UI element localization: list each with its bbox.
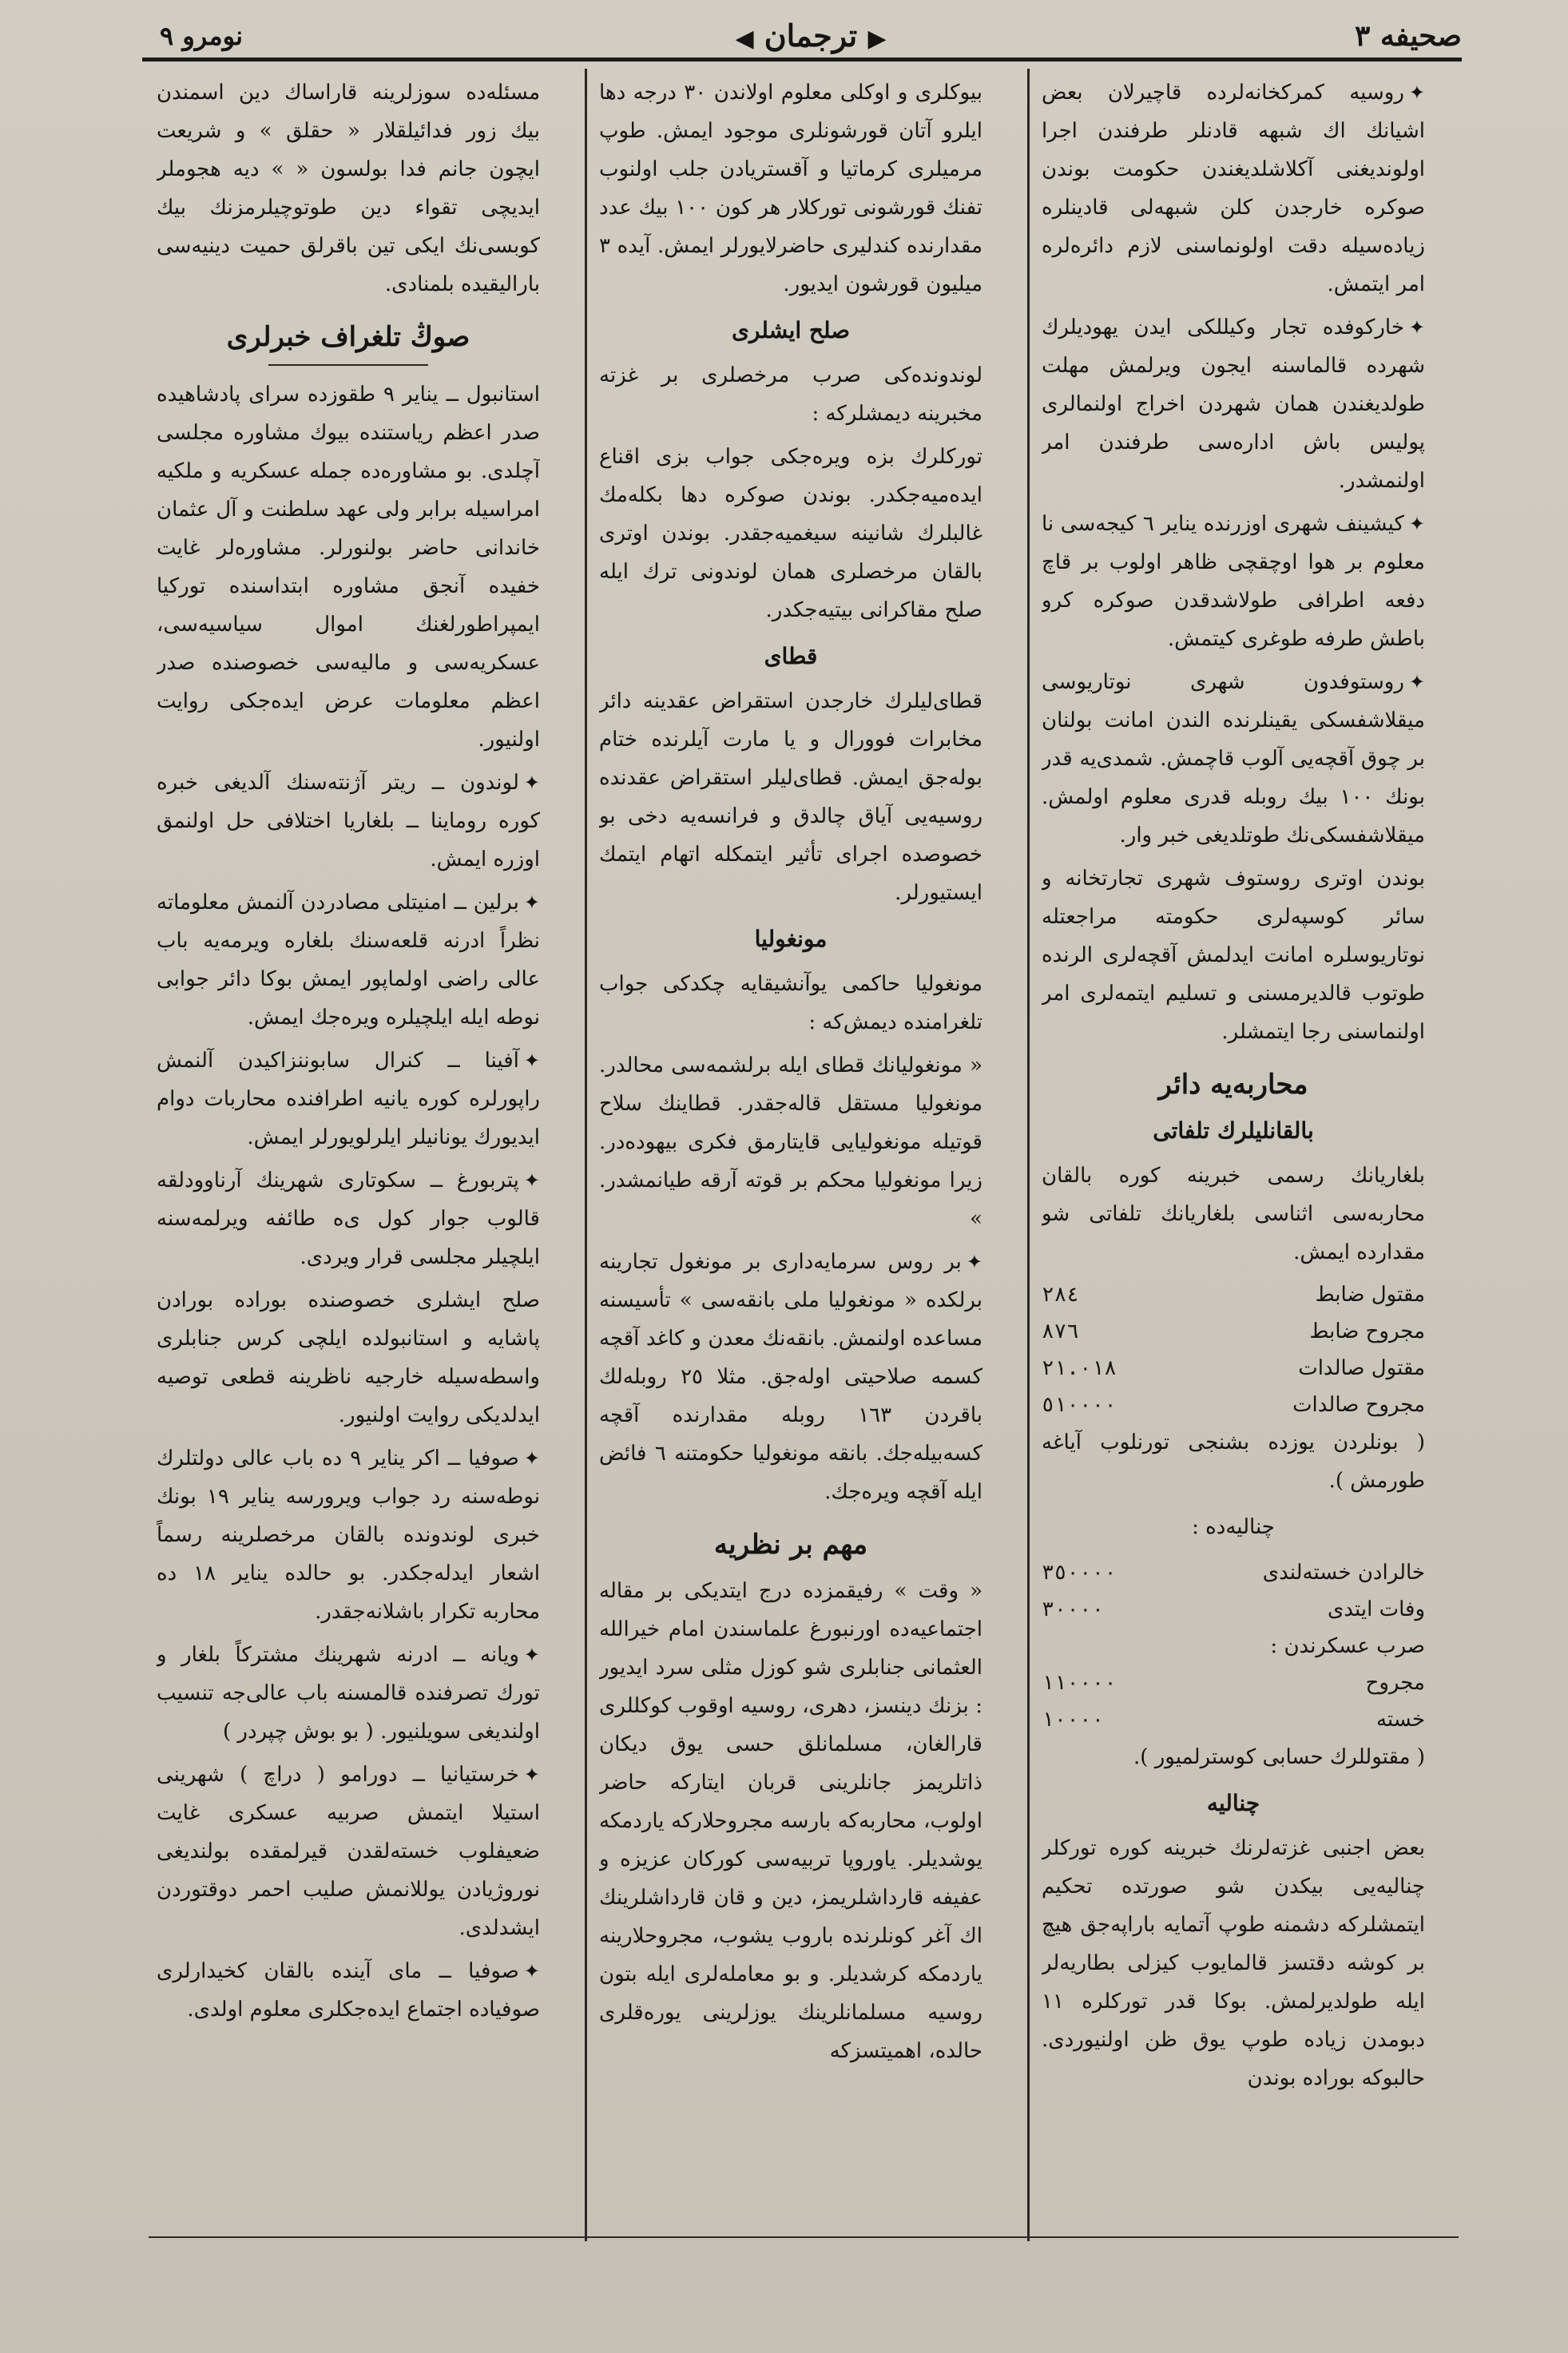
telegraph-item: ✦برلين ــ امنيتلى مصادردن آلنمش معلوماته نظراً ادرنه قلعه‌سنك بلغاره ويرمه‌يه باب عالى راضى اولماپور ايمش بوكا دائر جوابى نوطه ايله ايلچيلره ويره‌جك ايمش. <box>157 891 540 1030</box>
issue-number-label: نومرو ٩ <box>160 21 244 51</box>
telegraph-item: صلح ايشلرى خصوصنده بوراده بورادن پاشايه و استانبولده ايلچى كرس جنابلرى واسطه‌سيله خارجيه ناظرينه قطعى توصيه ايدلديكى روايت اولنيور. <box>157 1288 540 1427</box>
stats-note: ( بونلردن يوزده بشنجى تورنلوب آياغه طورمش ). <box>1042 1430 1425 1493</box>
subheading-balkan-losses: بالقانليلرك تلفاتى <box>1153 1117 1314 1144</box>
page-number-label: صحيفه ٣ <box>1354 19 1462 53</box>
stats-table-2 <box>1042 1554 1425 1738</box>
news-item: ✦كيشينف شهرى اوزرنده يناير ٦ كيجه‌سى نا معلوم بر هوا اوچقچى ظاهر اولوب بر قاچ دفعه اطرافى طولاشدقدن صوكره كرو باطش طرفه طوغرى كيتمش. <box>1042 512 1425 651</box>
star-bullet-icon: ✦ <box>523 1050 540 1072</box>
star-bullet-icon: ✦ <box>523 1764 540 1786</box>
stats-row: مقتول صالدات ٢١.٠١٨ <box>1042 1356 1425 1380</box>
section-heading-theory: مهم بر نظريه <box>713 1529 868 1561</box>
stats-row: صرب عسكرندن : <box>1270 1634 1425 1658</box>
news-item: ✦روستوفدون شهرى نوتاريوسى ميقلاشفسكى يقينلرنده الندن امانت بولنان بر چوق آقچه‌يى آلوب قاچمش. شمدى‌يه قدر بونك ١٠٠ بيك روبله قدرى معلوم اولمش. ميقلاشفسكى‌نك طوتلديغى خبر وار. <box>1042 670 1425 847</box>
stats-row: مجروح ١١٠٠٠٠ <box>1042 1671 1425 1695</box>
stats-row: وفات ايتدى ٣٠٠٠٠ <box>1042 1597 1425 1621</box>
news-item: « وقت » رفيقمزده درج ايتديكى بر مقاله اجتماعيه‌ده اورنبورغ علماسندن امام خيرالله العثمانى جنابلرى شو كوزل مثلى سرد ايديور : بزنك دينسز، دهرى، روسيه اوقوب كوكللرى قارالغان، مسلمانلق حسى يوق ديكان ذاتلريمز جانلرينى قربان ايتاركه حاضر اولوب، محاربه‌كه بارسه مجروحلاركه يارد‌مكه يوشديلر. ياوروپا تربيه‌سى كوركان عزيزه و عفيفه قارداشلريمز، دين و قان قارداشلرينك اك آغر كونلرنده باروب يشوب، مجروحلارينه ياردمكه كرشديلر. و بو معامله‌لرى ايله بتون روسيه مسلمانلرينك يوزلرينى يوره‌قلرى حالده، اهميتسزكه <box>599 1579 982 2063</box>
section-heading-war: محاربه‌يه دائر <box>1158 1069 1308 1101</box>
news-item: مسئله‌ده سوزلرينه قاراساك دين اسمندن بيك زور فدائيلقلار « حقلق » و شريعت ايچون جانم فدا بولسون « » ديه هجوملر ايديچى تقواء دين طوتوچيلرمزنك بيك كوبسى‌نك ايكى تين باقرلق حميت دينيه‌سى باراليقيده بلمنادى. <box>157 81 540 296</box>
telegraph-item: ✦لوندون ــ ريتر آژنته‌سنك آلديغى خبره كوره روماينا ــ بلغاريا اختلافى حل اولنمق اوزره ايمش. <box>157 771 540 871</box>
telegraph-item: استانبول ــ يناير ٩ طقوزده سراى پادشاهيده صدر اعظم رياستنده بيوك مشاوره مجلسى آچلدى. بو مشاوره‌ده جمله عسكريه و ملكيه امراسيله برابر ولى عهد سلطنت و آل عثمان خاندانى حاضر بولنورلر. مشاوره‌لر غايت خفيده آنجق مشاوره ابتداسنده توركيا ايمپراطورلغنك اموال سياسيه‌سى، عسكريه‌سى و ماليه‌سى خصوصنده صدر اعظم معلومات عرض ايده‌جكى روايت اولنيور. <box>157 383 540 752</box>
stats-row: خالرادن خسته‌لندى ٣٥٠٠٠٠ <box>1042 1561 1425 1585</box>
star-bullet-icon: ✦ <box>1408 513 1425 535</box>
war-intro: بلغاريانك رسمى خبرينه كوره بالقان محاربه‌سى اثناسى بلغاريانك تلفاتى شو مقدارده ايمش. <box>1042 1164 1425 1264</box>
star-bullet-icon: ✦ <box>523 1447 540 1470</box>
star-bullet-icon: ✦ <box>523 1960 540 1982</box>
news-item: « مونغوليانك قطاى ايله برلشمه‌سى محالدر. مونغوليا مستقل قاله‌جقدر. قطاينك سلاح قوتيله مونغوليايى قايتارمق فكرى بيهوده‌در. زيرا مونغوليا محكم بر قوته آرقه طيانمشدر. » <box>599 1053 982 1231</box>
star-bullet-icon: ✦ <box>523 891 540 914</box>
subheading-crete: قطاى <box>764 643 818 669</box>
bottom-rule <box>149 2236 1459 2238</box>
column-left <box>157 73 540 2294</box>
telegraph-item: ✦پتربورغ ــ سكوتارى شهرينك آرناوودلقه قالوب جوار كول ‌ى‌ه طائفه ويرلمه‌سنه ايلچيلر مجلسى قرار ويردى. <box>157 1169 540 1269</box>
ornament-left-icon: ◀ <box>735 25 754 53</box>
section-heading-telegraph: صوڭ تلغراف خبرلرى <box>226 321 470 353</box>
star-bullet-icon: ✦ <box>1408 671 1425 693</box>
stats-row: مجروح ضابط ٨٧٦ <box>1042 1319 1425 1343</box>
column-divider-right <box>1027 69 1030 2241</box>
star-bullet-icon: ✦ <box>523 1169 540 1192</box>
stats-row: مجروح صالدات ٥١٠٠٠٠ <box>1042 1393 1425 1417</box>
masthead <box>160 14 1462 64</box>
news-item: ✦خاركوفده تجار وكيللكى ايدن يهوديلرك شهرده قالماسنه ايجون ويرلمش مهلت طولديغندن همان شهردن اخراج اولنمالرى پوليس باش اداره‌سى طرفندن امر اولنمشدر. <box>1042 315 1425 493</box>
news-item: ✦بر روس سرمايه‌دارى بر مونغول تجارينه برلكده « مونغوليا ملى بانقه‌سى » تأسيسنه مساعده اولنمش. بانقه‌نك معدن و كاغد آقچه كسمه صلاحيتى اوله‌جق. مثلا ٢٥ روبله‌لك باقردن ١٦٣ روبله مقدارنده آقچه كسه‌بيله‌جك. بانقه مونغوليا حكومتنه ٦ فائض ايله آقچه ويره‌جك. <box>599 1250 982 1504</box>
telegraph-item: ✦صوفيا ــ اكر يناير ٩ ده باب عالى دولتلرك نوطه‌سنه رد جواب ويرورسه يناير ١٩ بونك خبرى لوندونده بالقان مرخصلرينه رسماً اشعار ايدله‌جكدر. بو حالده يناير ١٨ ده محاربه تكرار باشلانه‌جقدر. <box>157 1446 540 1624</box>
telegraph-item: ✦صوفيا ــ ماى آينده بالقان كخيدارلرى صوفياده اجتماع ايده‌جكلرى معلوم اولدى. <box>157 1959 540 2022</box>
news-item: بيوكلرى و اوكلى معلوم اولاندن ٣٠ درجه دها ايلرو آتان قورشونلرى موجود ايمش. طوپ مرميلرى كرماتيا و آقستريادن جلب اولنوب تفنك قورشونى توركلار هر كون ١٠٠ بيك عدد مقدارنده كندليرى حاضرلايورلر ايمش. آيده ٣ ميليون قورشون ايديور. <box>599 81 982 296</box>
news-item: ✦روسيه كمركخانه‌لرده قاچيرلان بعض اشيانك اك شبهه قادنلر طرفندن اجرا اولونديغنى آكلاشلديغندن حكومت بوندن صوكره خارجدن كلن شبهه‌لى قادينلره زياده‌سيله دقت اولونماسنى لازم دائره‌لره امر ايتمش. <box>1042 81 1425 296</box>
stats-row: مقتول ضابط ٢٨٤ <box>1042 1283 1425 1307</box>
stats-row: خسته ١٠٠٠٠ <box>1042 1708 1425 1732</box>
subheading-peace: صلح ايشلرى <box>731 317 851 343</box>
masthead-rule <box>142 58 1462 62</box>
subheading-chanaliye: چناليه <box>1206 1790 1260 1816</box>
star-bullet-icon: ✦ <box>966 1251 982 1273</box>
star-bullet-icon: ✦ <box>523 1644 540 1666</box>
chanaliye-label: چناليه‌ده : <box>1192 1515 1275 1539</box>
column-right <box>1042 73 1425 2294</box>
subheading-mongolia: مونغوليا <box>754 926 828 952</box>
ornament-right-icon: ▶ <box>867 25 887 53</box>
column-divider-left <box>585 69 587 2241</box>
news-item: مونغوليا حاكمى يوآنشيقايه چكدكى جواب تلغرامنده ديمش‌كه : <box>599 972 982 1034</box>
chanaliye-text: بعض اجنبى غزته‌لرنك خبرينه كوره توركلر چناليه‌يى بيكدن شو صورتده تحكيم ايتمشلركه دشمنه طوپ آتمايه باراپه‌جق هيچ بر كوشه دقتسز قالمايوب كيزلى بطاريه‌لر ايله طولديرلمش. بوكا قدر توركلره ١١ دبومدن زياده طوپ يوق ظن اولنيوردى. حالبوكه بوراده بوندن <box>1042 1836 1425 2090</box>
news-item: لوندونده‌كى صرب مرخصلرى بر غزته مخبرينه ديمشلركه : <box>599 363 982 426</box>
news-item: توركلرك بزه ويره‌جكى جواب بزى اقناع ايده‌ميه‌جكدر. بوندن صوكره دها بكله‌مك غالبلرك شانينه سيغميه‌جقدر. بوندن اوترى بالقان مرخصلرى همان لوندونى ترك ايله صلح مقاكرانى بيتيه‌جكدر. <box>599 445 982 622</box>
stats-table <box>1042 1276 1425 1423</box>
divider <box>268 364 428 366</box>
star-bullet-icon: ✦ <box>1408 81 1425 104</box>
star-bullet-icon: ✦ <box>1408 316 1425 339</box>
column-middle <box>599 73 982 2294</box>
telegraph-item: ✦ويانه ــ ادرنه شهرينك مشتركاً بلغار و تورك تصرفنده قالمسنه باب عالى‌جه تنسيب اولنديغى سويلنيور. ( بو بوش چپردر ) <box>157 1643 540 1744</box>
newspaper-title <box>735 18 886 54</box>
news-item: قطاى‌ليلرك خارجدن استقراض عقدينه دائر مخابرات فوورال و يا مارت آيلرنده ختام بوله‌جق ايمش. قطاى‌ليلر استقراض عقدنده روسيه‌يى آياق چالدق و فرانسه‌يه دخى بو خصوصده اجراى تأثير ايتمكله اتهام ايتمك ايستيورلر. <box>599 689 982 905</box>
star-bullet-icon: ✦ <box>523 772 540 794</box>
news-item: بوندن اوترى روستوف شهرى تجارتخانه و سائر كوسپه‌لرى حكومته مراجعتله نوتاريوسلره امانت ايدلمش آقچه‌لرى الرنده طوتوب قالديرمسنى و تسليم ايتمه‌لرى امر اولنماسنى رجا ايتمشلر. <box>1042 867 1425 1044</box>
newspaper-title-text: ترجمان <box>764 18 858 54</box>
telegraph-item: ✦خرستيانيا ــ دورامو ( دراچ ) شهرينى استيلا ايتمش صربيه عسكرى غايت ضعيفلوب خسته‌لقدن قيرلمقده بولنديغى نوروژيادن يوللانمش صليب احمر دوقتوردن ايشدلدى. <box>157 1763 540 1940</box>
telegraph-item: ✦آفينا ــ كنرال سابوننزاكيدن آلنمش راپورلره كوره يانيه اطرافنده محاربات دوام ايديورك يونانيلر ايلرلويورلر ايمش. <box>157 1049 540 1149</box>
stats2-note: ( مقتوللرك حسابى كوسترلميور ). <box>1133 1745 1425 1769</box>
